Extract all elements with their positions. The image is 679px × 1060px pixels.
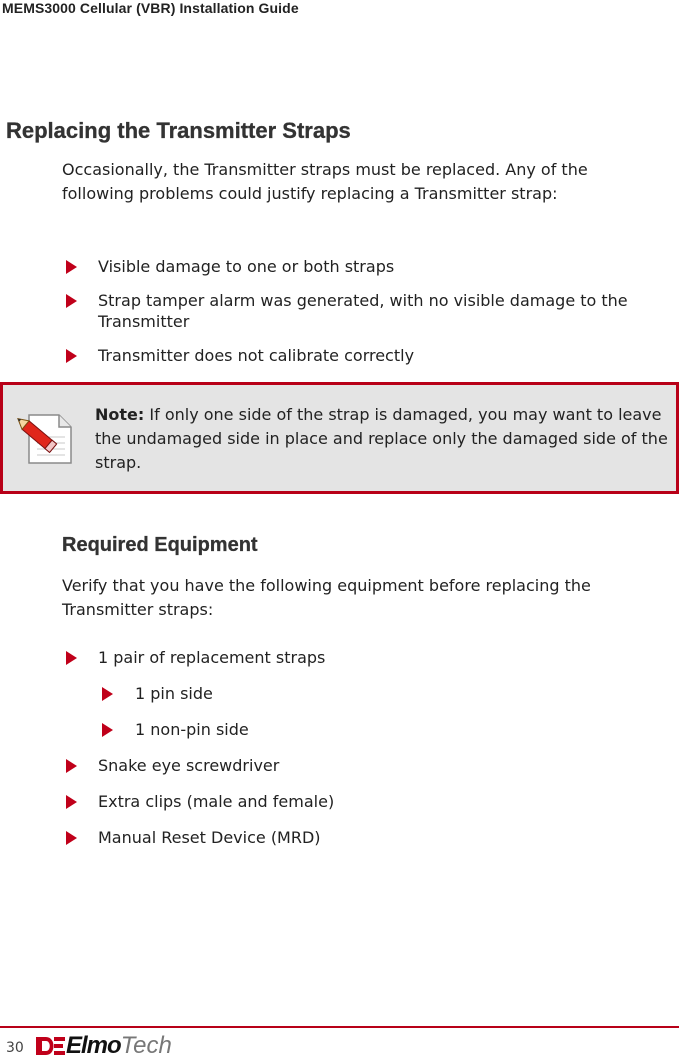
bullet-arrow-icon [66,651,77,665]
bullet-arrow-icon [102,723,113,737]
logo-mark-icon [34,1035,66,1057]
list-item: Transmitter does not calibrate correctly [62,345,672,366]
equipment-title: Required Equipment [62,534,258,556]
bullet-arrow-icon [66,759,77,773]
bullet-arrow-icon [66,294,77,308]
list-item: 1 non-pin side [62,719,672,740]
section-title: Replacing the Transmitter Straps [6,118,351,143]
equipment-list [62,647,672,848]
page-number: 30 [6,1040,24,1056]
list-item: 1 pair of replacement straps [62,647,672,668]
note-label: Note: [95,405,145,424]
note-text [95,403,670,475]
list-item: 1 pin side [62,683,672,704]
section-intro: Occasionally, the Transmitter straps must be replaced. Any of the following problems could justify replacing a Transmitter strap: [62,160,588,203]
list-item: Visible damage to one or both straps [62,256,672,277]
equipment-intro: Verify that you have the following equipment before replacing the Transmitter straps: [62,576,591,619]
list-item: Strap tamper alarm was generated, with no visible damage to the Transmitter [62,290,672,332]
problems-list [62,256,672,366]
list-item: Snake eye screwdriver [62,755,672,776]
note-body: If only one side of the strap is damaged, you may want to leave the undamaged side in place and replace only the damaged side of the strap. [95,405,668,472]
note-box [0,382,679,494]
bullet-arrow-icon [66,260,77,274]
bullet-arrow-icon [66,349,77,363]
note-pencil-icon [15,409,75,467]
list-item: Extra clips (male and female) [62,791,672,812]
bullet-arrow-icon [102,687,113,701]
logo-text-tech: Tech [120,1032,172,1059]
elmotech-logo [34,1032,172,1060]
logo-text-elmo: Elmo [66,1032,121,1059]
bullet-arrow-icon [66,831,77,845]
footer-divider [0,1026,679,1028]
list-item: Manual Reset Device (MRD) [62,827,672,848]
document-header: MEMS3000 Cellular (VBR) Installation Guide [2,0,299,16]
bullet-arrow-icon [66,795,77,809]
